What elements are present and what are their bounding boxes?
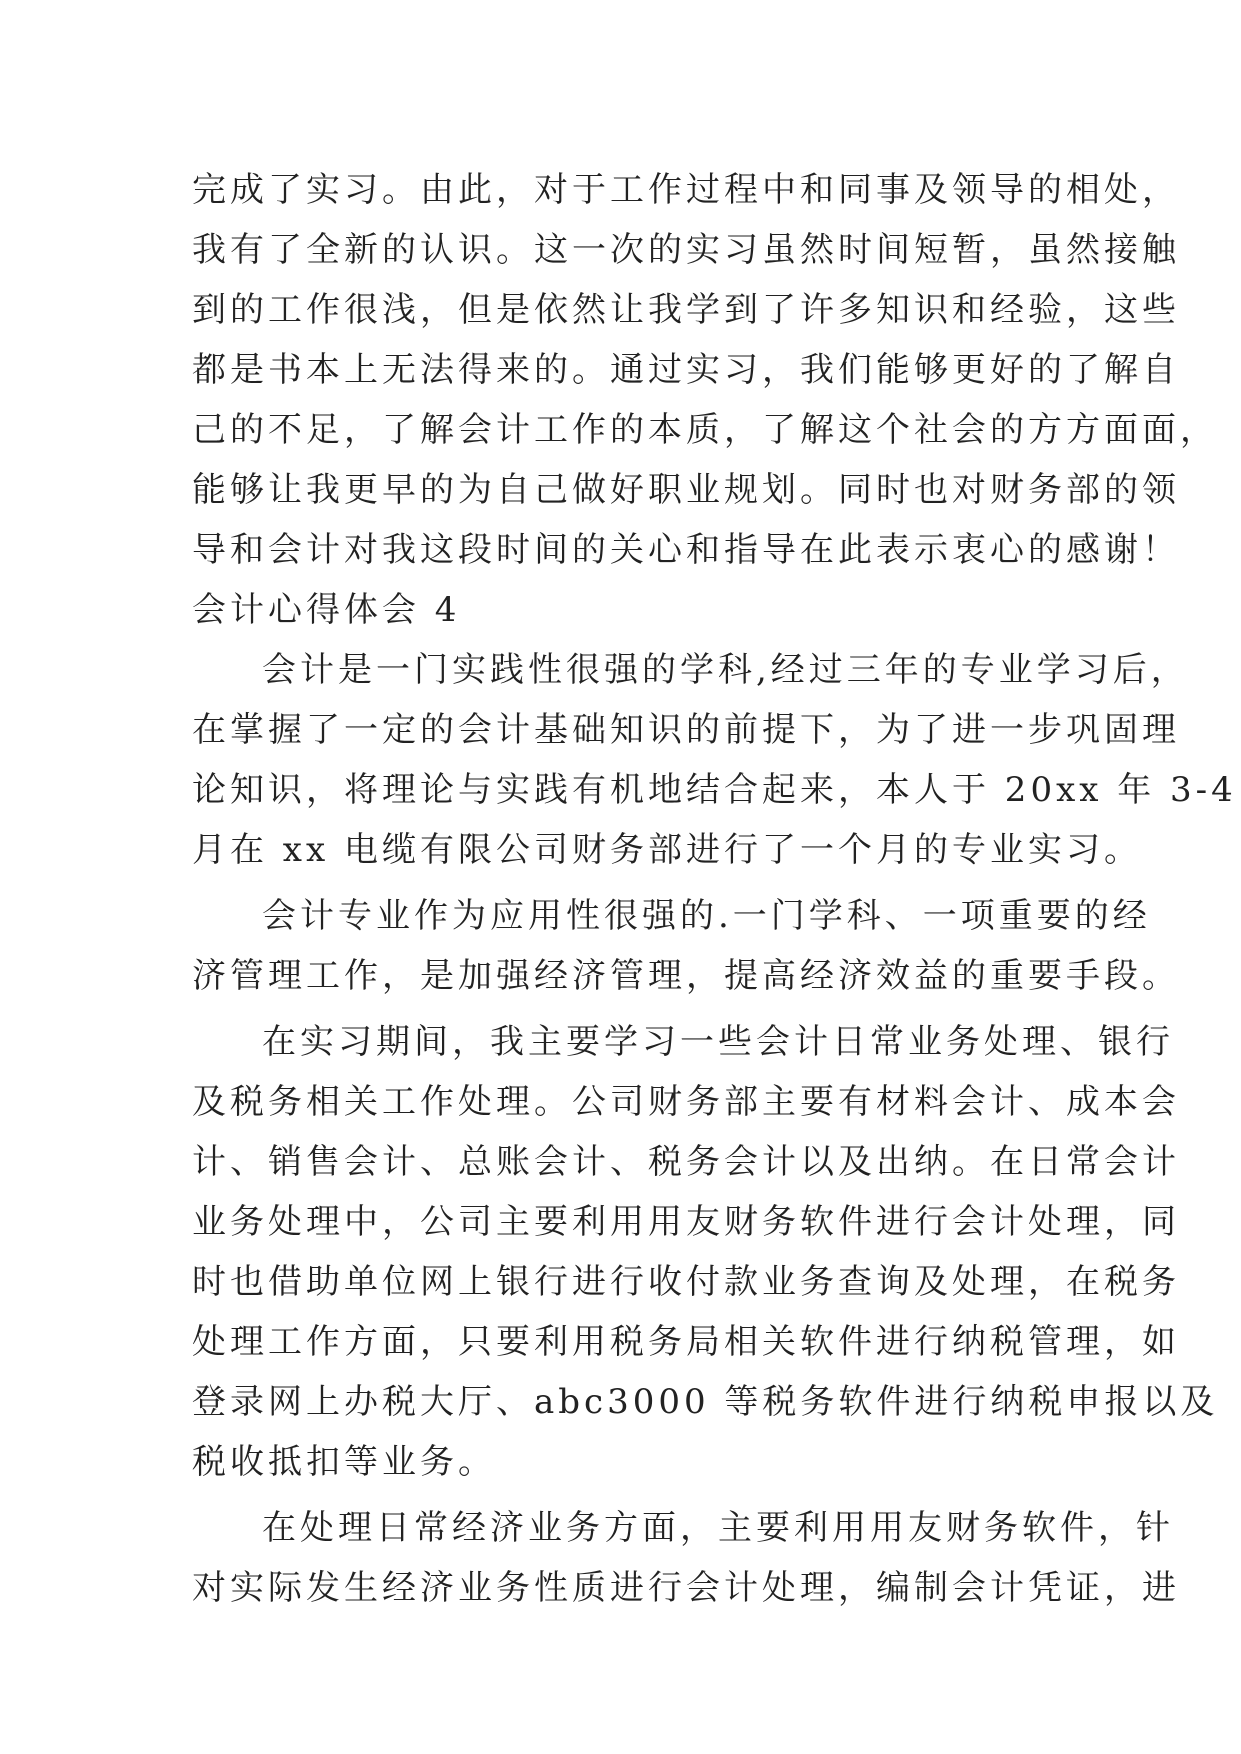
- paragraph-line: 时也借助单位网上银行进行收付款业务查询及处理，在税务: [192, 1262, 1180, 1302]
- paragraph-line: 税收抵扣等业务。: [192, 1442, 496, 1482]
- paragraph-line: 论知识，将理论与实践有机地结合起来，本人于 20xx 年 3-4: [192, 770, 1237, 810]
- paragraph-1: [192, 640, 1237, 880]
- paragraph-line: 能够让我更早的为自己做好职业规划。同时也对财务部的领: [192, 470, 1180, 510]
- paragraph-line: 对实际发生经济业务性质进行会计处理，编制会计凭证，进: [192, 1568, 1180, 1608]
- section-heading: 会计心得体会 4: [192, 590, 461, 630]
- paragraph-line: 计、销售会计、总账会计、税务会计以及出纳。在日常会计: [192, 1142, 1180, 1182]
- paragraph-line: 完成了实习。由此，对于工作过程中和同事及领导的相处，: [192, 170, 1180, 210]
- paragraph-line: 会计是一门实践性很强的学科,经过三年的专业学习后，: [262, 650, 1189, 690]
- paragraph-line: 己的不足，了解会计工作的本质，了解这个社会的方方面面，: [192, 410, 1218, 450]
- paragraph-3: [192, 1012, 1219, 1492]
- paragraph-line: 在实习期间，我主要学习一些会计日常业务处理、银行: [262, 1022, 1174, 1062]
- paragraph-line: 及税务相关工作处理。公司财务部主要有材料会计、成本会: [192, 1082, 1180, 1122]
- paragraph-line: 处理工作方面，只要利用税务局相关软件进行纳税管理，如: [192, 1322, 1180, 1362]
- paragraph-line: 都是书本上无法得来的。通过实习，我们能够更好的了解自: [192, 350, 1180, 390]
- paragraph-line: 导和会计对我这段时间的关心和指导在此表示衷心的感谢！: [192, 530, 1180, 570]
- paragraph-line: 在处理日常经济业务方面，主要利用用友财务软件，针: [262, 1508, 1174, 1548]
- continued-paragraph: [192, 160, 1218, 580]
- paragraph-line: 到的工作很浅，但是依然让我学到了许多知识和经验，这些: [192, 290, 1180, 330]
- paragraph-line: 在掌握了一定的会计基础知识的前提下，为了进一步巩固理: [192, 710, 1180, 750]
- paragraph-line: 业务处理中，公司主要利用用友财务软件进行会计处理，同: [192, 1202, 1180, 1242]
- paragraph-line: 登录网上办税大厅、abc3000 等税务软件进行纳税申报以及: [192, 1382, 1219, 1422]
- paragraph-line: 我有了全新的认识。这一次的实习虽然时间短暂，虽然接触: [192, 230, 1180, 270]
- paragraph-line: 会计专业作为应用性很强的.一门学科、一项重要的经: [262, 896, 1151, 936]
- paragraph-2: [192, 886, 1180, 1006]
- document-body: [192, 160, 1237, 1618]
- paragraph-4: [192, 1498, 1180, 1618]
- paragraph-line: 济管理工作，是加强经济管理，提高经济效益的重要手段。: [192, 956, 1180, 996]
- paragraph-line: 月在 xx 电缆有限公司财务部进行了一个月的专业实习。: [192, 830, 1142, 870]
